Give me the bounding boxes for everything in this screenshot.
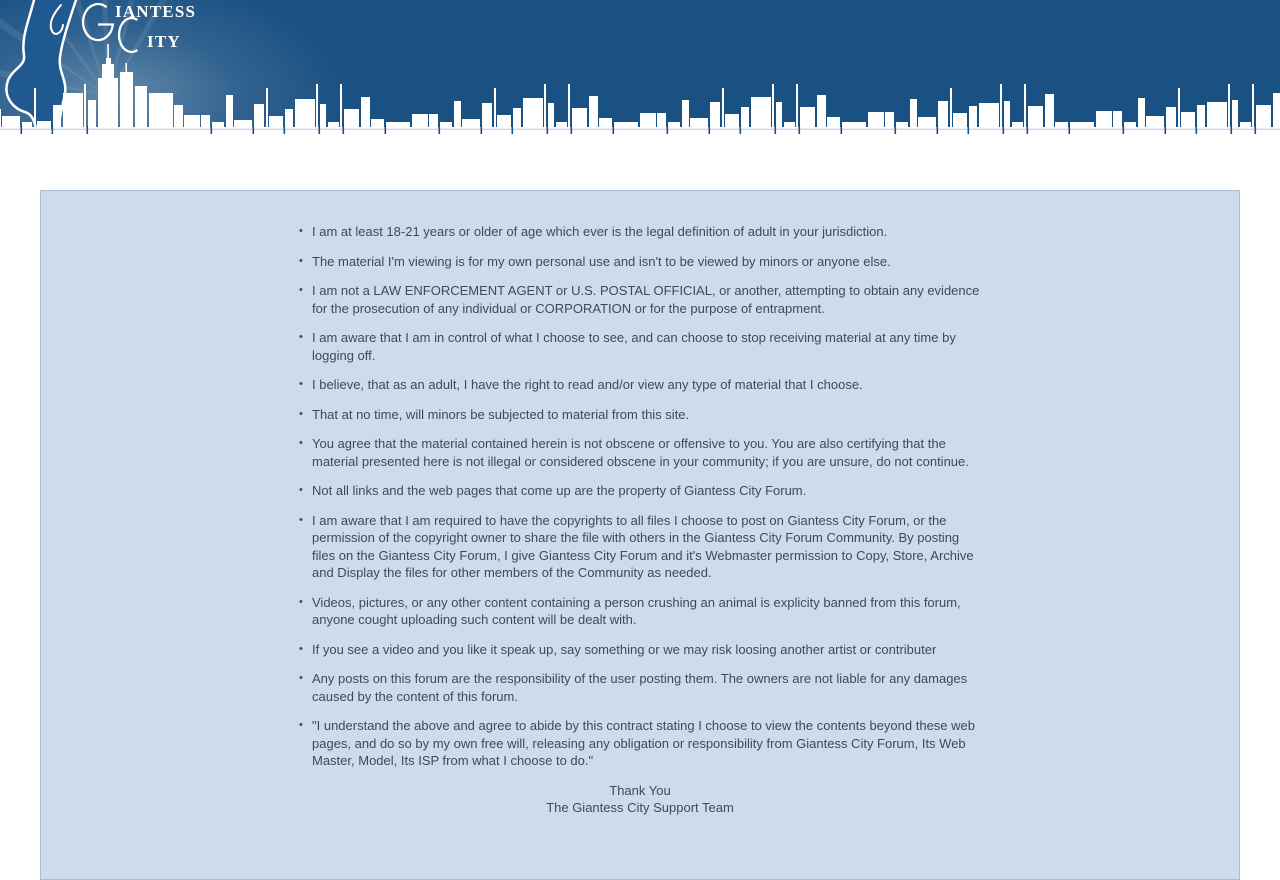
agreement-bullet: • I am aware that I am in control of what I choose to see, and can choose to stop receiving material at any time by logging off. <box>298 329 982 364</box>
agreement-bullet: • The material I'm viewing is for my own personal use and isn't to be viewed by minors or anyone else. <box>298 253 982 271</box>
agreement-bullet: • I am at least 18-21 years or older of age which ever is the legal definition of adult in your jurisdiction. <box>298 223 982 241</box>
agreement-bullet: • If you see a video and you like it speak up, say something or we may risk loosing another artist or contributer <box>298 641 982 659</box>
header-art <box>0 0 1280 142</box>
agreement-panel <box>40 190 1240 880</box>
agreement-bullet: • Videos, pictures, or any other content containing a person crushing an animal is explicity banned from this forum, anyone cought uploading such content will be dealt with. <box>298 594 982 629</box>
agreement-bullet: • I am not a LAW ENFORCEMENT AGENT or U.S. POSTAL OFFICIAL, or another, attempting to obtain any evidence for the prosecution of any individual or CORPORATION or for the purpose of entrapment. <box>298 282 982 317</box>
agreement-bullet: • I am aware that I am required to have the copyrights to all files I choose to post on Giantess City Forum, or the permission of the copyright owner to share the file with others in the Giantess City Forum Community. By posting files on the Giantess City Forum, I give Giantess City Forum and it's Webmaster permission to Copy, Store, Archive and Display the files for other members of the Community as needed. <box>298 512 982 582</box>
header-baseline <box>0 129 1280 130</box>
closing-thank-you: Thank You <box>41 782 1239 800</box>
agreement-bullet: • That at no time, will minors be subjected to material from this site. <box>298 406 982 424</box>
closing-block <box>41 782 1239 817</box>
agreement-bullet: • Any posts on this forum are the responsibility of the user posting them. The owners are not liable for any damages caused by the content of this forum. <box>298 670 982 705</box>
agreement-list <box>298 191 982 770</box>
agreement-bullet: • Not all links and the web pages that come up are the property of Giantess City Forum. <box>298 482 982 500</box>
site-header <box>0 0 1280 130</box>
closing-support-team: The Giantess City Support Team <box>41 799 1239 817</box>
agreement-bullet: • "I understand the above and agree to abide by this contract stating I choose to view the contents beyond these web pages, and do so by my own free will, releasing any obligation or responsibility from Giantess City Forum, Its Web Master, Model, Its ISP from what I choose to do." <box>298 717 982 770</box>
logo-word2-rest: ITY <box>147 32 181 51</box>
logo-word1-rest: IANTESS <box>115 2 196 21</box>
agreement-bullet: • You agree that the material contained herein is not obscene or offensive to you. You are also certifying that the material presented here is not illegal or considered obscene in your community; if you are unsure, do not continue. <box>298 435 982 470</box>
agreement-bullet: • I believe, that as an adult, I have the right to read and/or view any type of material that I choose. <box>298 376 982 394</box>
